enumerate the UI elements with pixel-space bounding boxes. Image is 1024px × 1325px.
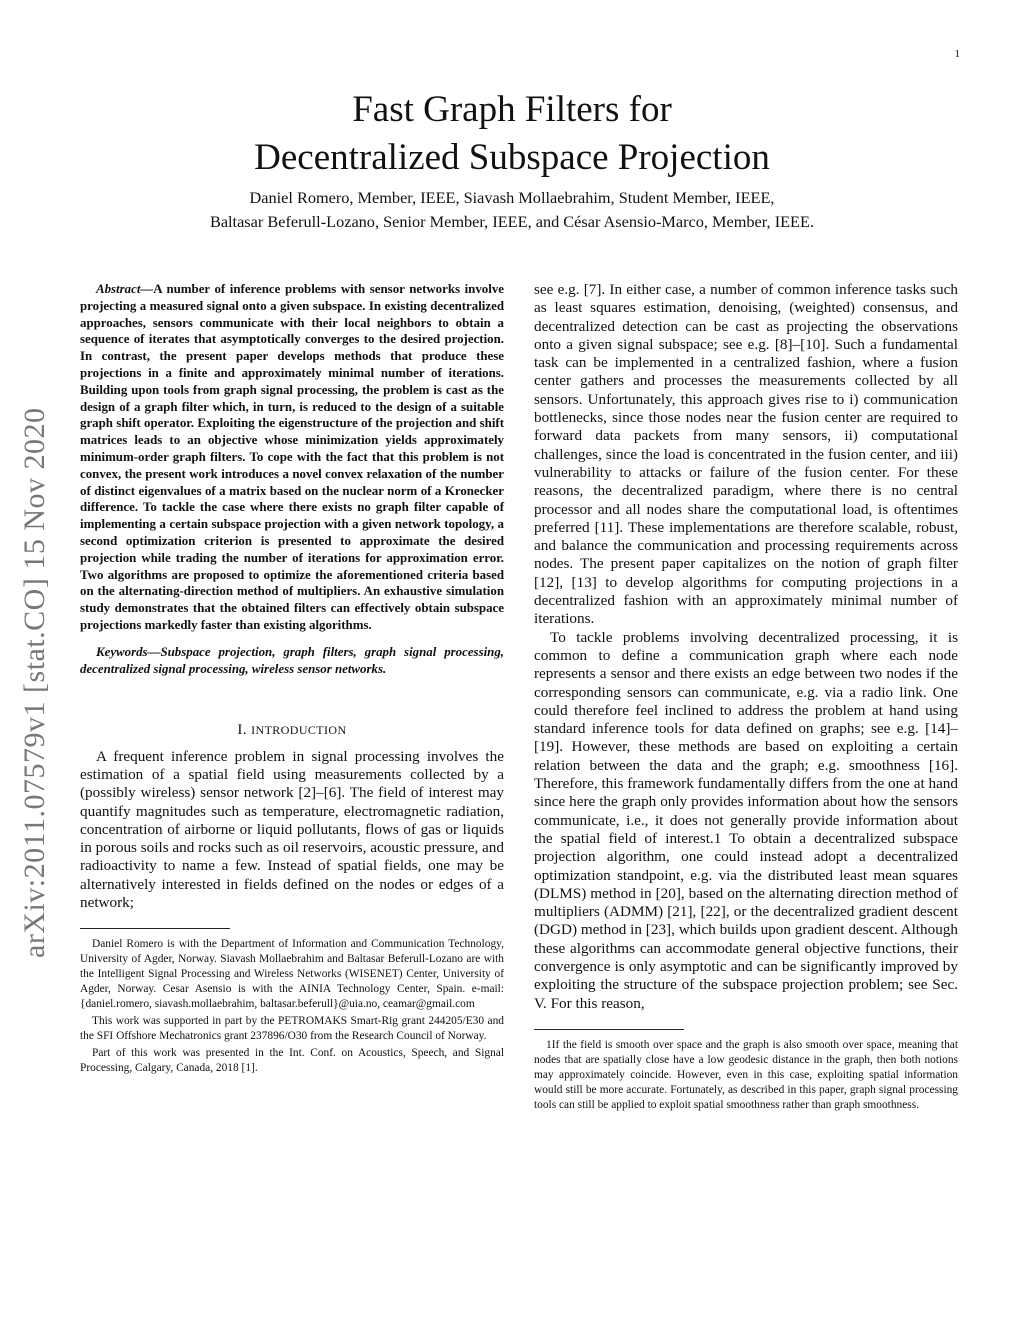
right-footnotes (534, 1038, 958, 1113)
abstract (80, 281, 504, 634)
title-footnotes (80, 937, 504, 1076)
arxiv-identifier: arXiv:2011.07579v1 [stat.CO] 15 Nov 2020 (18, 407, 51, 958)
abstract-label: Abstract— (96, 282, 154, 296)
paper-title (0, 86, 1024, 182)
footnote-divider (80, 928, 230, 929)
author-list (0, 186, 1024, 234)
section-heading (80, 721, 504, 739)
right-column (534, 281, 958, 1115)
abstract-text: A number of inference problems with sensor networks involve projecting a measured signal onto a given subspace. In existing decentralized approaches, sensors communicate with their local neighbors to obtain a sequence of iterates that asymptotically converges to the desired projection. In contrast, the present paper develops methods that produce these projections in a finite and approximately minimal number of iterations. Building upon tools from graph signal processing, the problem is cast as the design of a graph filter which, in turn, is reduced to the design of a suitable graph shift operator. Exploiting the eigenstructure of the projection and shift matrices leads to an objective whose minimization yields approximately minimum-order graph filters. To cope with the fact that this problem is not convex, the present work introduces a novel convex relaxation of the number of distinct eigenvalues of a matrix based on the nuclear norm of a Kronecker difference. To tackle the case where there exists no graph filter capable of implementing a certain subspace projection with a given network topology, a second optimization criterion is presented to approximate the desired projection while trading the number of iterations for approximation error. Two algorithms are proposed to optimize the aforementioned criteria based on the alternating-direction method of multipliers. An exhaustive simulation study demonstrates that the obtained filters can effectively obtain subspace projections markedly faster than existing algorithms. (80, 282, 504, 632)
section-title: INTRODUCTION (251, 723, 347, 738)
page-number: 1 (954, 48, 960, 60)
authors-line-2: Baltasar Beferull-Lozano, Senior Member, IEEE, and César Asensio-Marco, Member, IEEE. (209, 212, 815, 231)
intro-paragraph-1: A frequent inference problem in signal processing involves the estimation of a spatial field using measurements collected by a (possibly wireless) sensor network [2]–[6]. The field of interest may quantify magnitudes such as temperature, electromagnetic radiation, concentration of airborne or liquid pollutants, flows of gas or liquids in porous soils and rocks such as oil reservoirs, acoustic pressure, and radioactivity to name a few. Instead of spatial fields, one may be alternatively interested in fields defined on the nodes or edges of a network; (80, 747, 504, 911)
authors-line-1: Daniel Romero, Member, IEEE, Siavash Mollaebrahim, Student Member, IEEE, (249, 188, 775, 207)
footnote-conference: Part of this work was presented in the Int. Conf. on Acoustics, Speech, and Signal Processing, Calgary, Canada, 2018 [1]. (80, 1047, 504, 1075)
keywords: Keywords—Subspace projection, graph filters, graph signal processing, decentralized signal processing, wireless sensor networks. (80, 644, 504, 676)
section-number: I. (237, 722, 247, 739)
left-column (80, 281, 504, 1078)
title-line-2: Decentralized Subspace Projection (254, 137, 770, 178)
footnote-1: 1If the field is smooth over space and the graph is also smooth over space, meaning that nodes that are spatially close have a low geodesic distance in the graph, then both notions may approximately coincide. However, even in this case, exploiting spatial information would still be more accurate. Fortunately, as described in this paper, graph signal processing tools can still be applied to exploit spatial smoothness rather than graph smoothness. (534, 1038, 958, 1111)
footnote-divider-right (534, 1029, 684, 1030)
right-paragraph-2: To tackle problems involving decentralized processing, it is common to define a communication graph where each node represents a sensor and there exists an edge between two nodes if the corresponding sensors can communicate, e.g. via a radio link. One could therefore feel inclined to address the problem at hand using standard inference tools for data defined on graphs; see e.g. [14]–[19]. However, these methods are based on exploiting a certain relation between the data and the graph; e.g. smoothness [16]. Therefore, this framework fundamentally differs from the one at hand since here the graph only provides information about how the sensors communicate, i.e., it does not generally provide information about the spatial field of interest.1 To obtain a decentralized subspace projection algorithm, one could instead adopt a decentralized optimization standpoint, e.g. via the distributed least mean squares (DLMS) method in [20], based on the alternating direction method of multipliers (ADMM) [21], [22], or the decentralized gradient descent (DGD) method in [23], which builds upon gradient descent. Although these algorithms can accommodate general objective functions, their convergence is only asymptotic and can be significantly improved by exploiting the structure of the subspace projection problem; see Sec. V. For this reason, (534, 628, 958, 1012)
title-line-1: Fast Graph Filters for (352, 89, 672, 130)
footnote-affiliations: Daniel Romero is with the Department of Information and Communication Technology, University of Agder, Norway. Siavash Mollaebrahim and Baltasar Beferull-Lozano are with the Intelligent Signal Processing and Wireless Networks (WISENET) Center, University of Agder, Norway. Cesar Asensio is with the AINIA Technology Center, Spain. e-mail:{daniel.romero, siavash.mollaebrahim, baltasar.beferull}@uia.no, ceamar@gmail.com (80, 938, 504, 1011)
right-paragraph-1: see e.g. [7]. In either case, a number of common inference tasks such as least squares estimation, denoising, (weighted) consensus, and decentralized detection can be cast as projecting the observations onto a given signal subspace; see e.g. [8]–[10]. Such a fundamental task can be implemented in a centralized fashion, where a fusion center gathers and processes the measurements collected by all sensors. Unfortunately, this approach gives rise to i) communication bottlenecks, since those nodes near the fusion center are required to forward data packets from many sensors, ii) computational challenges, since the load is concentrated in the fusion center, and iii) vulnerability to attacks or failure of the fusion center. For these reasons, the decentralized paradigm, where there is no central processor and all nodes share the computational load, is oftentimes preferred [11]. These implementations are therefore scalable, robust, and balance the communication and processing requirements across nodes. The present paper capitalizes on the notion of graph filter [12], [13] to develop algorithms for computing projections in a decentralized fashion with an approximately minimal number of iterations. (534, 281, 958, 628)
footnote-support: This work was supported in part by the PETROMAKS Smart-Rig grant 244205/E30 and the SFI Offshore Mechatronics grant 237896/O30 from the Research Council of Norway. (80, 1015, 504, 1043)
